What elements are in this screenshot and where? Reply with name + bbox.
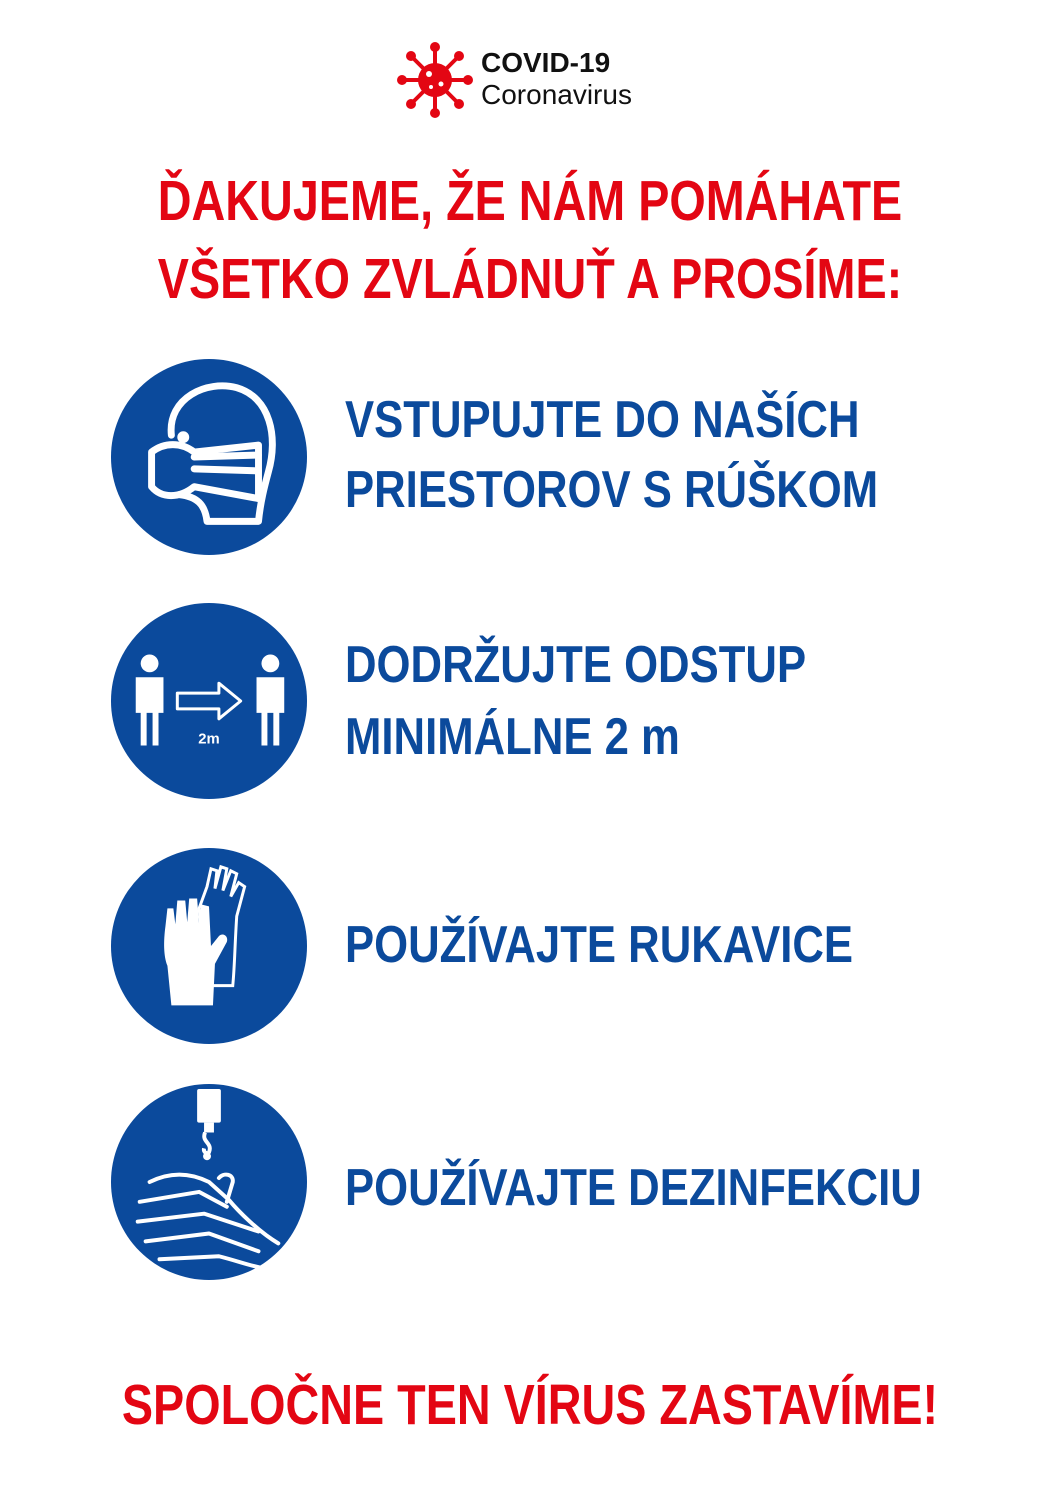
item-1-line-1: VSTUPUJTE DO NAŠÍCH — [345, 391, 860, 449]
item-1-line-2: PRIESTOROV S RÚŠKOM — [345, 461, 879, 519]
logo-subtitle: Coronavirus — [481, 79, 632, 110]
distance-label: 2m — [198, 731, 220, 748]
gloves-icon — [110, 847, 308, 1045]
item-2-line-2: MINIMÁLNE 2 m — [345, 708, 680, 766]
item-3-line-1: POUŽÍVAJTE RUKAVICE — [345, 916, 854, 974]
headline-line-2: VŠETKO ZVLÁDNUŤ A PROSÍME: — [157, 247, 903, 311]
footer-slogan: SPOLOČNE TEN VÍRUS ZASTAVÍME! — [121, 1373, 939, 1437]
item-2-line-1: DODRŽUJTE ODSTUP — [345, 636, 807, 694]
face-mask-icon — [110, 358, 308, 556]
headline-line-1: ĎAKUJEME, ŽE NÁM POMÁHATE — [157, 169, 903, 233]
social-distance-icon — [110, 602, 308, 800]
hand-sanitizer-icon — [110, 1083, 308, 1281]
item-4-line-1: POUŽÍVAJTE DEZINFEKCIU — [345, 1159, 922, 1217]
virus-icon — [395, 40, 475, 120]
covid-logo — [395, 40, 685, 120]
logo-title: COVID-19 — [481, 47, 611, 78]
